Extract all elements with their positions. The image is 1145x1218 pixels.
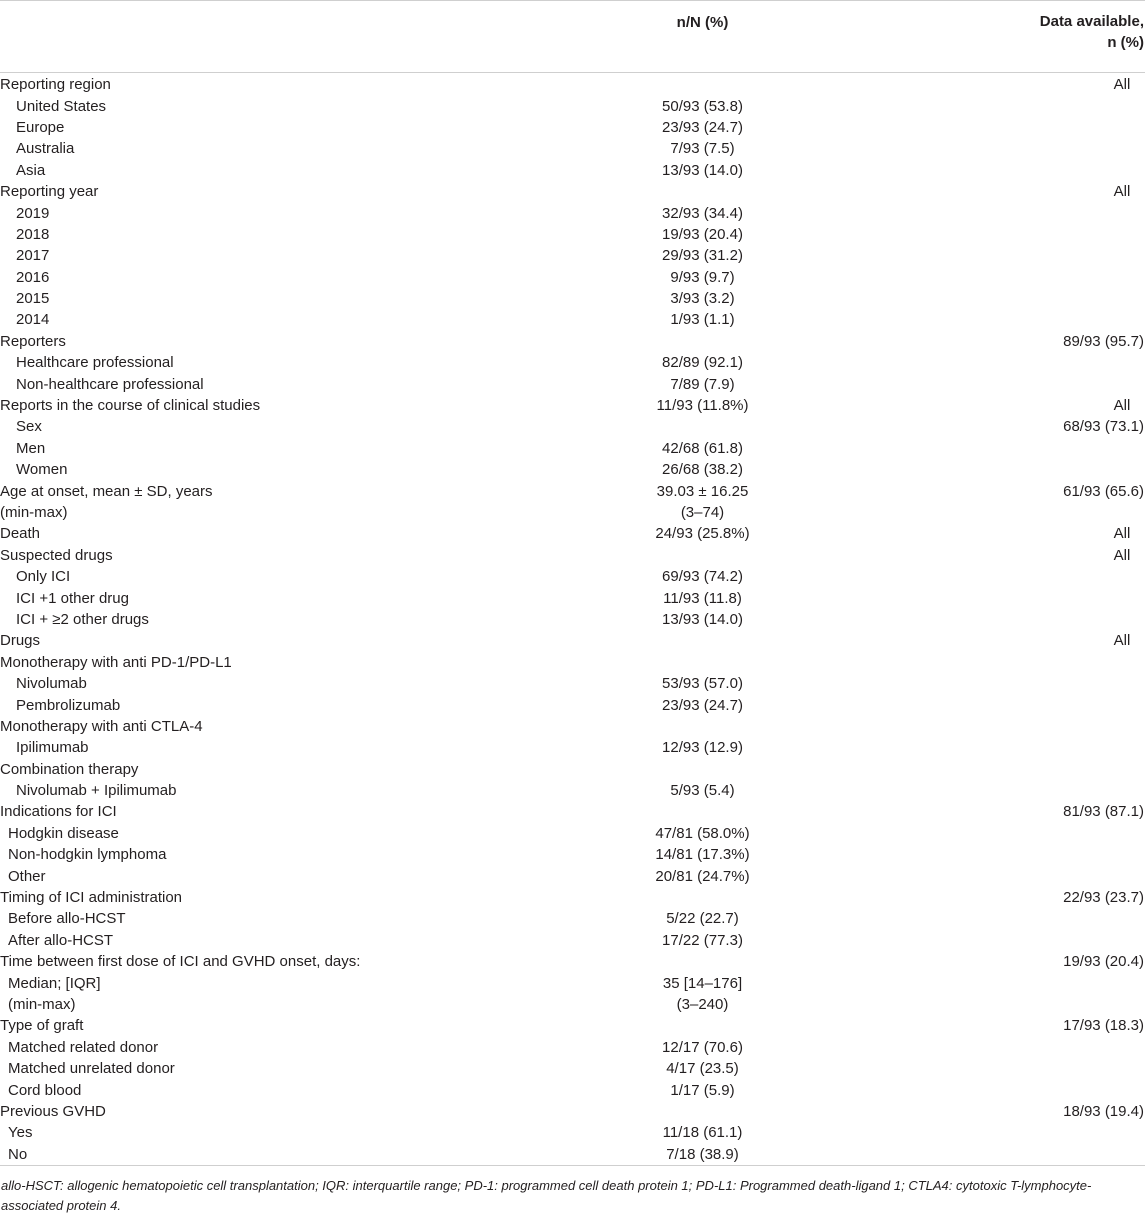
row-label: Matched unrelated donor bbox=[8, 1060, 175, 1078]
table-row bbox=[0, 352, 1145, 373]
header-available-line1: Data available, bbox=[1039, 13, 1144, 30]
row-data-available bbox=[840, 117, 1145, 138]
row-label: Age at onset, mean ± SD, years bbox=[0, 482, 213, 500]
row-data-available bbox=[840, 438, 1145, 459]
row-label: Death bbox=[0, 525, 41, 543]
row-value: 23/93 (24.7) bbox=[662, 118, 743, 136]
table-row bbox=[0, 1058, 1145, 1079]
row-value: 4/17 (23.5) bbox=[666, 1060, 739, 1078]
row-value: 9/93 (9.7) bbox=[670, 268, 735, 286]
row-data-available bbox=[840, 566, 1145, 587]
table-row bbox=[0, 1122, 1145, 1143]
table-row bbox=[0, 972, 1145, 993]
table-body bbox=[0, 73, 1145, 1166]
row-value: 1/93 (1.1) bbox=[670, 311, 735, 329]
row-data-available bbox=[840, 673, 1145, 694]
row-value: 26/68 (38.2) bbox=[662, 461, 743, 479]
row-label: No bbox=[8, 1145, 28, 1163]
table-row bbox=[0, 823, 1145, 844]
row-value: 35 [14–176] bbox=[662, 974, 743, 992]
row-data-available bbox=[840, 716, 1145, 737]
row-value: 13/93 (14.0) bbox=[662, 610, 743, 628]
row-value: 69/93 (74.2) bbox=[662, 568, 743, 586]
row-label: 2017 bbox=[16, 247, 50, 265]
row-label: Sex bbox=[16, 418, 42, 436]
row-data-available bbox=[840, 844, 1145, 865]
row-value: 5/93 (5.4) bbox=[670, 782, 735, 800]
row-label: Time between first dose of ICI and GVHD onset, days: bbox=[0, 953, 361, 971]
row-label: United States bbox=[16, 97, 107, 115]
row-value bbox=[565, 652, 840, 673]
row-label: 2019 bbox=[16, 204, 50, 222]
row-value bbox=[565, 887, 840, 908]
row-label: Non-healthcare professional bbox=[16, 375, 204, 393]
row-label: Cord blood bbox=[8, 1081, 82, 1099]
row-value: 14/81 (17.3%) bbox=[655, 846, 750, 864]
row-data-available bbox=[840, 694, 1145, 715]
table-row bbox=[0, 587, 1145, 608]
table-row bbox=[0, 801, 1145, 822]
row-value: 82/89 (92.1) bbox=[662, 354, 743, 372]
row-label: 2015 bbox=[16, 290, 50, 308]
row-data-available bbox=[840, 823, 1145, 844]
row-label: Matched related donor bbox=[8, 1038, 159, 1056]
table-row bbox=[0, 331, 1145, 352]
row-label: (min-max) bbox=[0, 504, 68, 521]
table-row bbox=[0, 1037, 1145, 1058]
row-value bbox=[565, 545, 840, 566]
table-row bbox=[0, 245, 1145, 266]
row-data-available bbox=[840, 930, 1145, 951]
row-label: Europe bbox=[16, 118, 65, 136]
table-footnote: allo-HSCT: allogenic hematopoietic cell transplantation; IQR: interquartile range; PD-1: programmed cell death protein 1; PD-L1: Programmed death-ligand 1; CTLA4: cytotoxic T-lymphocyte-associated protein 4. bbox=[0, 1165, 1145, 1217]
row-data-available: All bbox=[1113, 76, 1131, 94]
row-data-available bbox=[840, 1037, 1145, 1058]
table-row bbox=[0, 737, 1145, 758]
row-data-available bbox=[840, 245, 1145, 266]
table-row bbox=[0, 908, 1145, 929]
header-label-cell bbox=[0, 1, 565, 73]
row-data-available bbox=[840, 160, 1145, 181]
row-data-available bbox=[840, 780, 1145, 801]
row-data-available: All bbox=[1113, 183, 1131, 201]
row-label: Non-hodgkin lymphoma bbox=[8, 846, 167, 864]
row-value bbox=[565, 716, 840, 737]
row-data-available: 18/93 (19.4) bbox=[1063, 1102, 1144, 1120]
row-data-available bbox=[840, 138, 1145, 159]
row-data-available: 61/93 (65.6) bbox=[1063, 482, 1144, 500]
row-label: Indications for ICI bbox=[0, 803, 117, 821]
row-value bbox=[565, 1015, 840, 1036]
row-value: 3/93 (3.2) bbox=[670, 290, 735, 308]
row-data-available bbox=[840, 95, 1145, 116]
table-row bbox=[0, 865, 1145, 886]
row-label: Healthcare professional bbox=[16, 354, 174, 372]
row-data-available: All bbox=[1113, 525, 1131, 543]
row-label: Reporting year bbox=[0, 183, 99, 201]
row-value: 12/93 (12.9) bbox=[662, 739, 743, 757]
row-data-available bbox=[840, 609, 1145, 630]
row-value: 19/93 (20.4) bbox=[662, 225, 743, 243]
header-available-cell bbox=[840, 1, 1145, 73]
table-row bbox=[0, 1144, 1145, 1166]
row-data-available bbox=[840, 288, 1145, 309]
table-row bbox=[0, 887, 1145, 908]
row-value: 5/22 (22.7) bbox=[666, 910, 739, 928]
table-row bbox=[0, 1101, 1145, 1122]
row-data-available bbox=[840, 224, 1145, 245]
row-label: Before allo-HCST bbox=[8, 910, 126, 928]
row-value bbox=[565, 951, 840, 972]
table-row bbox=[0, 459, 1145, 480]
row-label: Reporting region bbox=[0, 76, 111, 94]
row-data-available bbox=[840, 352, 1145, 373]
row-label: Type of graft bbox=[0, 1017, 84, 1035]
table-row bbox=[0, 138, 1145, 159]
row-data-available: 68/93 (73.1) bbox=[1063, 418, 1144, 436]
row-label: Monotherapy with anti CTLA-4 bbox=[0, 717, 203, 735]
row-label: Women bbox=[16, 461, 68, 479]
row-data-available bbox=[840, 373, 1145, 394]
row-value: 23/93 (24.7) bbox=[662, 696, 743, 714]
table-row bbox=[0, 780, 1145, 801]
row-value: 13/93 (14.0) bbox=[662, 161, 743, 179]
row-data-available bbox=[840, 759, 1145, 780]
row-label: Drugs bbox=[0, 632, 41, 650]
row-data-available bbox=[840, 309, 1145, 330]
row-data-available: All bbox=[1113, 632, 1131, 650]
row-data-available bbox=[840, 994, 1145, 1015]
row-label: ICI +1 other drug bbox=[16, 589, 129, 607]
row-data-available bbox=[840, 1122, 1145, 1143]
table-row bbox=[0, 523, 1145, 544]
row-label: After allo-HCST bbox=[8, 931, 114, 949]
row-value: 7/93 (7.5) bbox=[670, 140, 735, 158]
row-label: Median; [IQR] bbox=[8, 974, 101, 992]
row-value bbox=[565, 801, 840, 822]
row-data-available bbox=[840, 587, 1145, 608]
table-row bbox=[0, 1015, 1145, 1036]
table-row bbox=[0, 716, 1145, 737]
table-row bbox=[0, 844, 1145, 865]
row-label: (min-max) bbox=[8, 995, 76, 1013]
row-value: 7/89 (7.9) bbox=[670, 375, 735, 393]
row-label: Pembrolizumab bbox=[16, 696, 121, 714]
row-data-available bbox=[840, 502, 1145, 523]
row-value: 47/81 (58.0%) bbox=[655, 824, 750, 842]
table-row bbox=[0, 95, 1145, 116]
row-value: 1/17 (5.9) bbox=[670, 1081, 735, 1099]
row-value: 42/68 (61.8) bbox=[662, 439, 743, 457]
row-label: Suspected drugs bbox=[0, 546, 113, 564]
row-label: Ipilimumab bbox=[16, 739, 89, 757]
row-value: 17/22 (77.3) bbox=[662, 931, 743, 949]
table-row bbox=[0, 117, 1145, 138]
row-label: Reporters bbox=[0, 332, 66, 350]
row-label: Nivolumab + Ipilimumab bbox=[16, 782, 177, 800]
row-data-available: 89/93 (95.7) bbox=[1063, 332, 1144, 350]
table-row bbox=[0, 267, 1145, 288]
row-data-available bbox=[840, 865, 1145, 886]
row-label: Monotherapy with anti PD-1/PD-L1 bbox=[0, 653, 232, 671]
row-data-available: All bbox=[1113, 546, 1131, 564]
row-label: Only ICI bbox=[16, 568, 71, 586]
row-data-available: 22/93 (23.7) bbox=[1063, 889, 1144, 907]
row-value: 32/93 (34.4) bbox=[662, 204, 743, 222]
table-row bbox=[0, 1079, 1145, 1100]
table-row bbox=[0, 416, 1145, 437]
row-value: 50/93 (53.8) bbox=[662, 97, 743, 115]
table-row bbox=[0, 160, 1145, 181]
table-row bbox=[0, 759, 1145, 780]
row-data-available: 17/93 (18.3) bbox=[1063, 1017, 1144, 1035]
table-row bbox=[0, 480, 1145, 501]
row-value bbox=[565, 331, 840, 352]
table-row bbox=[0, 502, 1145, 523]
table-header-row bbox=[0, 1, 1145, 73]
row-value: 53/93 (57.0) bbox=[662, 675, 743, 693]
table-row bbox=[0, 288, 1145, 309]
table-row bbox=[0, 438, 1145, 459]
table-row bbox=[0, 545, 1145, 566]
row-data-available: 81/93 (87.1) bbox=[1063, 803, 1144, 821]
table-row bbox=[0, 373, 1145, 394]
row-value bbox=[565, 630, 840, 651]
row-label: 2018 bbox=[16, 225, 50, 243]
row-label: Reports in the course of clinical studies bbox=[0, 397, 261, 415]
footnote-row bbox=[0, 1165, 1145, 1217]
row-value: 39.03 ± 16.25 bbox=[656, 482, 749, 500]
row-value: 11/93 (11.8) bbox=[663, 589, 742, 607]
row-value: 11/93 (11.8%) bbox=[656, 397, 749, 415]
row-value: 12/17 (70.6) bbox=[662, 1038, 743, 1056]
row-data-available bbox=[840, 908, 1145, 929]
row-label: Men bbox=[16, 439, 46, 457]
row-label: Previous GVHD bbox=[0, 1102, 106, 1120]
row-label: Timing of ICI administration bbox=[0, 889, 183, 907]
table-row bbox=[0, 395, 1145, 416]
row-value: 29/93 (31.2) bbox=[662, 247, 743, 265]
table-row bbox=[0, 609, 1145, 630]
row-data-available bbox=[840, 459, 1145, 480]
row-data-available bbox=[840, 1058, 1145, 1079]
table-row bbox=[0, 951, 1145, 972]
row-value: 24/93 (25.8%) bbox=[655, 525, 750, 543]
row-data-available bbox=[840, 652, 1145, 673]
table-row bbox=[0, 566, 1145, 587]
row-value bbox=[565, 181, 840, 202]
row-value: (3–74) bbox=[680, 504, 725, 521]
row-label: Other bbox=[8, 867, 46, 885]
row-value: 11/18 (61.1) bbox=[662, 1124, 743, 1142]
row-label: Hodgkin disease bbox=[8, 824, 119, 842]
row-value bbox=[565, 1101, 840, 1122]
row-label: Combination therapy bbox=[0, 760, 139, 778]
row-value: 7/18 (38.9) bbox=[666, 1145, 739, 1163]
row-label: Asia bbox=[16, 161, 46, 179]
table-row bbox=[0, 309, 1145, 330]
header-count-cell: n/N (%) bbox=[565, 1, 840, 73]
row-label: Nivolumab bbox=[16, 675, 87, 693]
table-row bbox=[0, 202, 1145, 223]
row-data-available bbox=[840, 202, 1145, 223]
row-label: ICI + ≥2 other drugs bbox=[16, 610, 149, 628]
table-row bbox=[0, 630, 1145, 651]
table-row bbox=[0, 673, 1145, 694]
row-data-available bbox=[840, 1144, 1145, 1166]
table-row bbox=[0, 224, 1145, 245]
row-value bbox=[565, 416, 840, 437]
row-data-available bbox=[840, 1079, 1145, 1100]
table-row bbox=[0, 181, 1145, 202]
table-row bbox=[0, 994, 1145, 1015]
table-row bbox=[0, 694, 1145, 715]
table-row bbox=[0, 73, 1145, 96]
row-value bbox=[565, 73, 840, 96]
row-data-available: 19/93 (20.4) bbox=[1063, 953, 1144, 971]
row-label: 2014 bbox=[16, 311, 50, 329]
row-label: Yes bbox=[8, 1124, 33, 1142]
table-row bbox=[0, 930, 1145, 951]
row-label: 2016 bbox=[16, 268, 50, 286]
row-value bbox=[565, 759, 840, 780]
table-row bbox=[0, 652, 1145, 673]
row-value: 20/81 (24.7%) bbox=[655, 867, 750, 885]
row-data-available bbox=[840, 267, 1145, 288]
header-available-line2: n (%) bbox=[1107, 34, 1144, 51]
row-value: (3–240) bbox=[676, 995, 729, 1013]
row-data-available bbox=[840, 737, 1145, 758]
row-label: Australia bbox=[16, 140, 75, 158]
row-data-available: All bbox=[1113, 397, 1131, 415]
row-data-available bbox=[840, 972, 1145, 993]
